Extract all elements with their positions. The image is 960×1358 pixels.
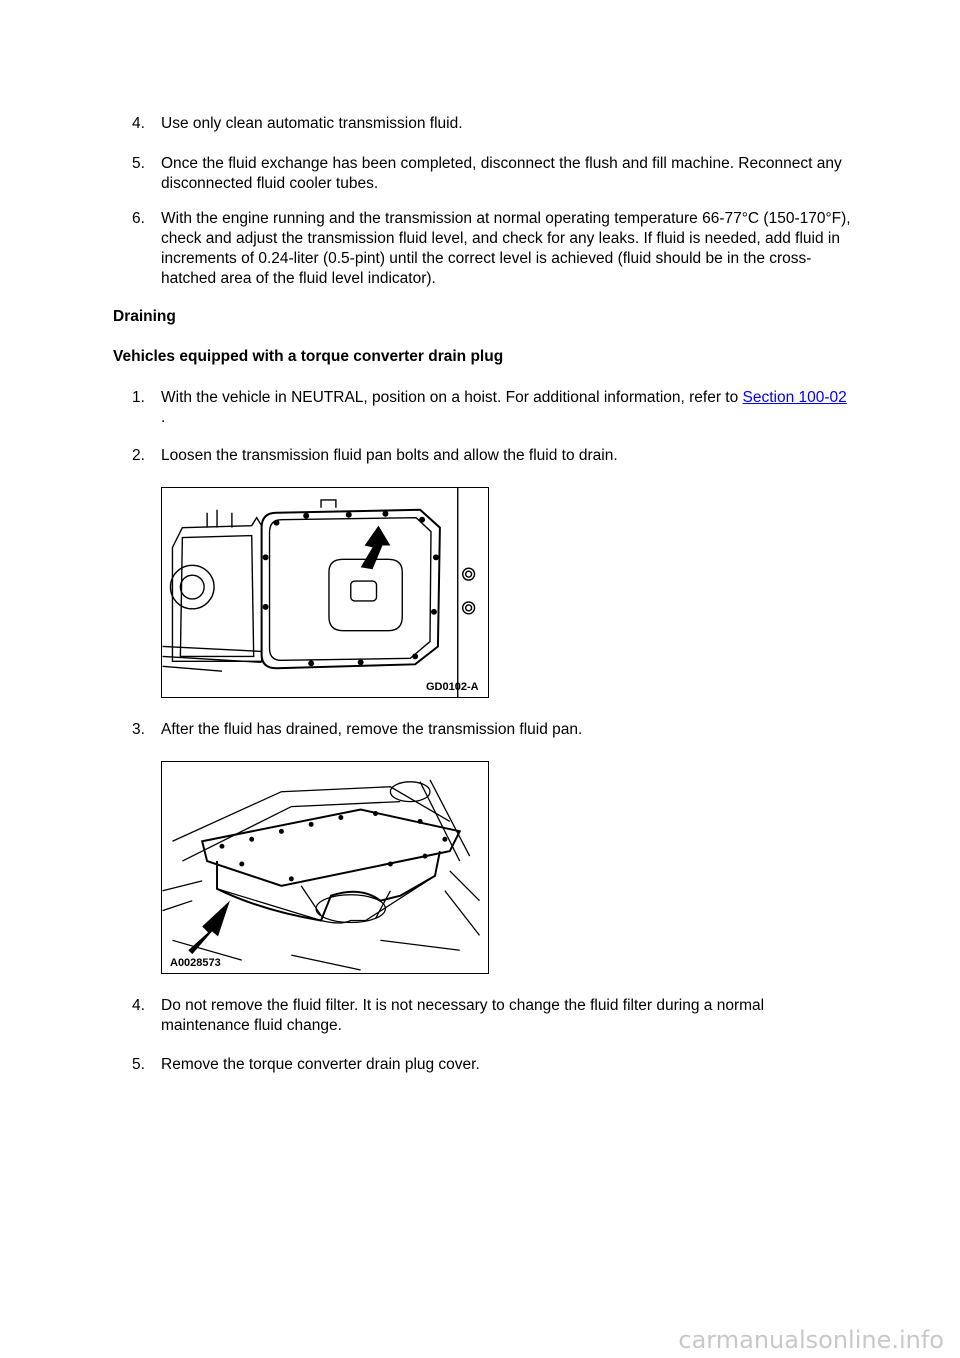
step-text: Remove the torque converter drain plug cover. <box>161 1056 480 1073</box>
remove-pan-illustration <box>162 762 488 973</box>
step-number: 1. <box>132 389 145 406</box>
watermark: carmanualsonline.info <box>678 1326 944 1354</box>
section-link[interactable]: Section 100-02 <box>742 389 847 406</box>
step-text: Once the fluid exchange has been completed, disconnect the flush and fill machine. Reconnect any disconnected fluid cooler tubes. <box>161 155 842 192</box>
figure-remove-pan <box>161 761 489 974</box>
step-1-drain <box>132 388 852 428</box>
step-text: Use only clean automatic transmission fluid. <box>161 115 463 132</box>
step-text: With the engine running and the transmission at normal operating temperature 66-77°C (150-170°F), check and adjust the transmission fluid level, and check for any leaks. If fluid is needed, add fluid in increments of 0.24-liter (0.5-pint) until the correct level is achieved (fluid should be in the cross-hatched area of the fluid level indicator). <box>161 210 851 287</box>
step-number: 6. <box>132 210 145 227</box>
step-number: 2. <box>132 447 145 464</box>
step-4-top <box>132 114 852 134</box>
step-6-top <box>132 209 852 289</box>
step-text-before: With the vehicle in NEUTRAL, position on a hoist. For additional information, refer to <box>161 389 743 406</box>
step-number: 5. <box>132 155 145 172</box>
step-text: Loosen the transmission fluid pan bolts and allow the fluid to drain. <box>161 447 618 464</box>
step-number: 5. <box>132 1056 145 1073</box>
step-2-drain <box>132 446 852 466</box>
section-heading: Draining <box>113 308 176 325</box>
step-text <box>161 388 852 428</box>
pan-bolts-illustration <box>162 488 488 697</box>
step-number: 3. <box>132 721 145 738</box>
step-text-after: . <box>161 409 166 426</box>
step-3-drain <box>132 720 852 740</box>
figure-label: GD0102-A <box>426 681 479 693</box>
step-5-top <box>132 154 852 194</box>
step-number: 4. <box>132 997 145 1014</box>
figure-pan-bolts <box>161 487 489 698</box>
step-4-drain <box>132 996 852 1036</box>
step-text: After the fluid has drained, remove the transmission fluid pan. <box>161 721 583 738</box>
sub-heading: Vehicles equipped with a torque converter drain plug <box>113 348 504 365</box>
step-text: Do not remove the fluid filter. It is not necessary to change the fluid filter during a normal maintenance fluid change. <box>161 997 765 1034</box>
figure-label: A0028573 <box>170 957 221 969</box>
step-5-drain <box>132 1055 852 1075</box>
step-number: 4. <box>132 115 145 132</box>
